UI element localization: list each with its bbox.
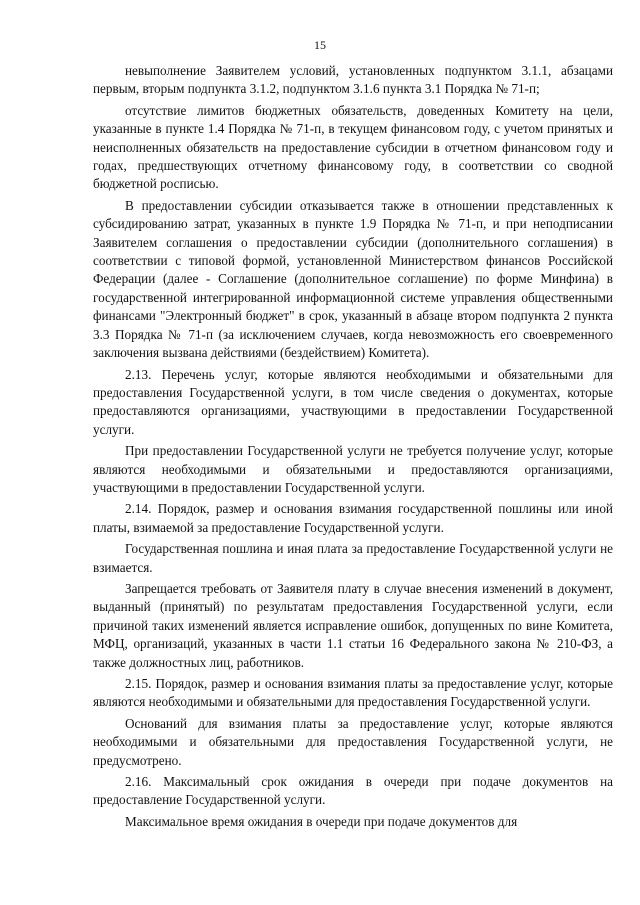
page-number: 15 [314,38,326,52]
paragraph: невыполнение Заявителем условий, установленных подпунктом 3.1.1, абзацами первым, вторым подпункта 3.1.2, подпунктом 3.1.6 пункта 3.1 Порядка № 71-п; [93,63,613,97]
document-body [93,62,613,834]
paragraph: 2.15. Порядок, размер и основания взимания платы за предоставление услуг, которые являются необходимыми и обязательными для предоставления Государственной услуги. [93,676,613,710]
paragraph: 2.16. Максимальный срок ожидания в очереди при подаче документов на предоставление Государственной услуги. [93,774,613,808]
paragraph: При предоставлении Государственной услуги не требуется получение услуг, которые являются необходимыми и обязательными и предоставляются организациями, участвующими в предоставлении Государственной услуги. [93,443,613,495]
paragraph: В предоставлении субсидии отказывается также в отношении представленных к субсидированию затрат, указанных в пункте 1.9 Порядка № 71-п, и при неподписании Заявителем соглашения о предоставлении субсидии (дополнительного соглашения) в соответствии с типовой формой, установленной Министерством финансов Российской Федерации (далее - Соглашение (дополнительное соглашение) по форме Минфина) в государственной интегрированной информационной системе управления общественными финансами "Электронный бюджет" в срок, указанный в абзаце втором подпункта 2 пункта 3.3 Порядка № 71-п (за исключением случаев, когда невозможность его своевременного заключения вызвана действиями (бездействием) Комитета). [93,197,613,361]
paragraph: отсутствие лимитов бюджетных обязательств, доведенных Комитету на цели, указанные в пункте 1.4 Порядка № 71-п, в текущем финансовом году, с учетом принятых и неисполненных обязательств на предоставление субсидии в отчетном финансовом году и годах, предшествующих отчетному финансовому году, в соответствии со сводной бюджетной росписью. [93,102,613,192]
paragraph: 2.13. Перечень услуг, которые являются необходимыми и обязательными для предоставления Государственной услуги, в том числе сведения о документах, которые предоставляются организациями, участвующими в предоставлении Государственной услуги. [93,366,613,437]
paragraph: Максимальное время ожидания в очереди при подаче документов для [125,813,518,829]
paragraph: Государственная пошлина и иная плата за предоставление Государственной услуги не взимается. [93,541,613,575]
paragraph: Оснований для взимания платы за предоставление услуг, которые являются необходимыми и обязательными для предоставления Государственной услуги, не предусмотрено. [93,715,613,768]
paragraph: Запрещается требовать от Заявителя плату в случае внесения изменений в документ, выданный (принятый) по результатам предоставления Государственной услуги, если причиной таких изменений является исправление ошибок, допущенных по вине Комитета, МФЦ, организаций, указанных в части 1.1 статьи 16 Федерального закона № 210-ФЗ, а также должностных лиц, работников. [93,580,613,670]
paragraph: 2.14. Порядок, размер и основания взимания государственной пошлины или иной платы, взимаемой за предоставление Государственной услуги. [93,501,613,535]
